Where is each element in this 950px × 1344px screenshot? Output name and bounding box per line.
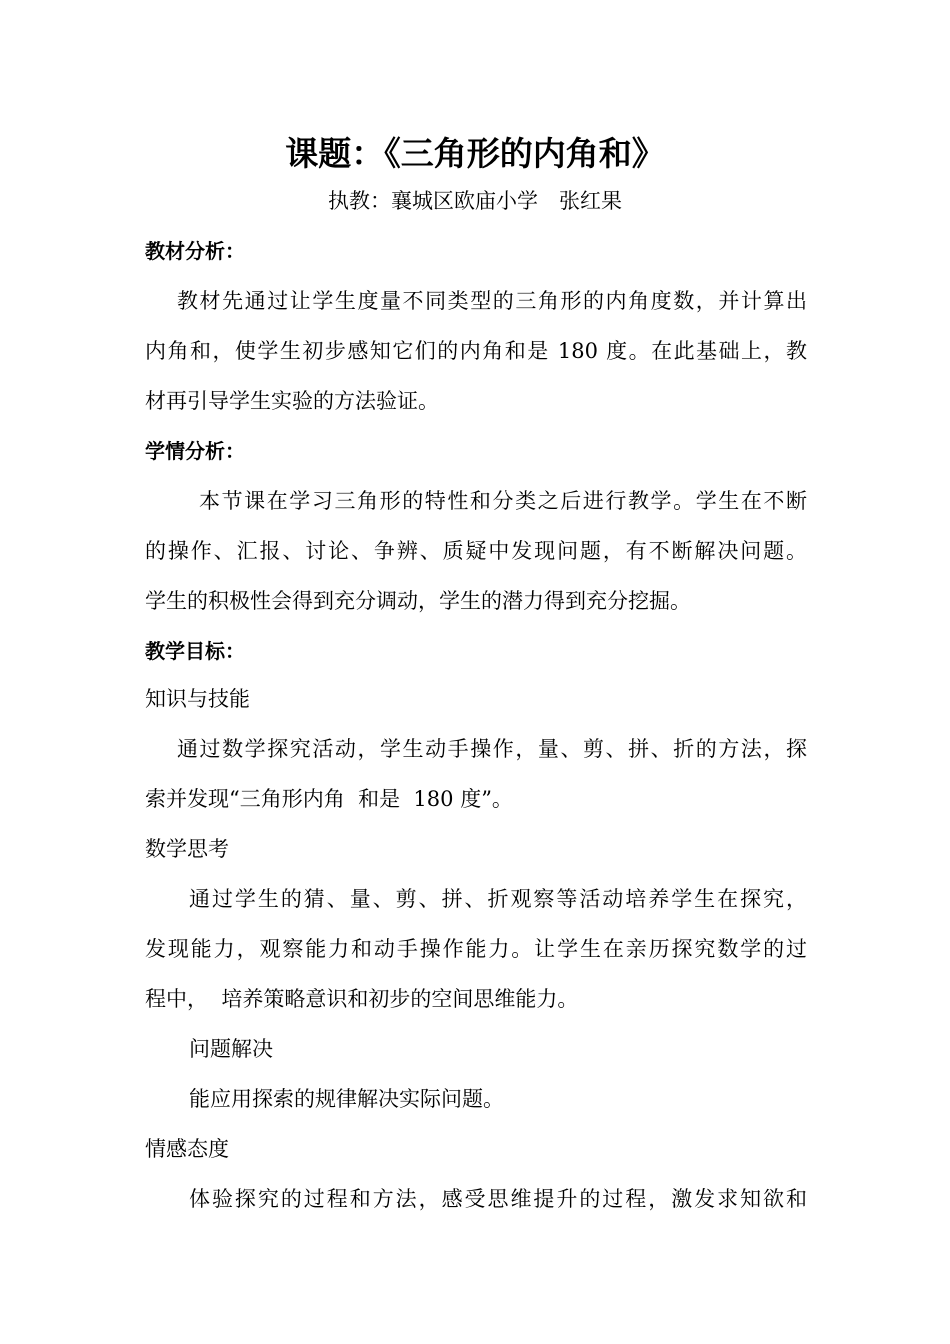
- knowledge-line-1: 通过数学探究活动，学生动手操作，量、剪、拼、折的方法，探: [177, 737, 807, 761]
- thinking-line-3: 程中， 培养策略意识和初步的空间思维能力。: [145, 987, 579, 1011]
- material-line-1: 教材先通过让学生度量不同类型的三角形的内角度数，并计算出: [177, 289, 807, 313]
- emotion-line-1: 体验探究的过程和方法，感受思维提升的过程，激发求知欲和: [189, 1187, 807, 1211]
- heading-material-analysis: 教材分析：: [145, 239, 245, 263]
- heading-teaching-goals: 教学目标：: [145, 639, 245, 663]
- goal-label-problem-solving: 问题解决: [189, 1037, 273, 1061]
- material-line-2: 内角和，使学生初步感知它们的内角和是 180 度。在此基础上，教: [145, 339, 807, 363]
- material-line-3: 材再引导学生实验的方法验证。: [145, 389, 439, 413]
- goal-label-emotion: 情感态度: [145, 1137, 229, 1161]
- goal-label-thinking: 数学思考: [145, 837, 229, 861]
- students-line-1: 本节课在学习三角形的特性和分类之后进行教学。学生在不断: [199, 489, 807, 513]
- heading-student-analysis: 学情分析：: [145, 439, 245, 463]
- students-line-3: 学生的积极性会得到充分调动，学生的潜力得到充分挖掘。: [145, 589, 691, 613]
- thinking-line-2: 发现能力，观察能力和动手操作能力。让学生在亲历探究数学的过: [145, 937, 807, 961]
- knowledge-line-2: 索并发现“三角形内角 和是 180 度”。: [145, 787, 513, 811]
- problem-line-1: 能应用探索的规律解决实际问题。: [189, 1087, 504, 1111]
- teacher-info: 执教：襄城区欧庙小学 张红果: [328, 189, 622, 213]
- goal-label-knowledge: 知识与技能: [145, 687, 250, 711]
- lesson-title: 课题：《三角形的内角和》: [285, 134, 665, 173]
- students-line-2: 的操作、汇报、讨论、争辨、质疑中发现问题，有不断解决问题。: [145, 539, 807, 563]
- thinking-line-1: 通过学生的猜、量、剪、拼、折观察等活动培养学生在探究，: [189, 887, 807, 911]
